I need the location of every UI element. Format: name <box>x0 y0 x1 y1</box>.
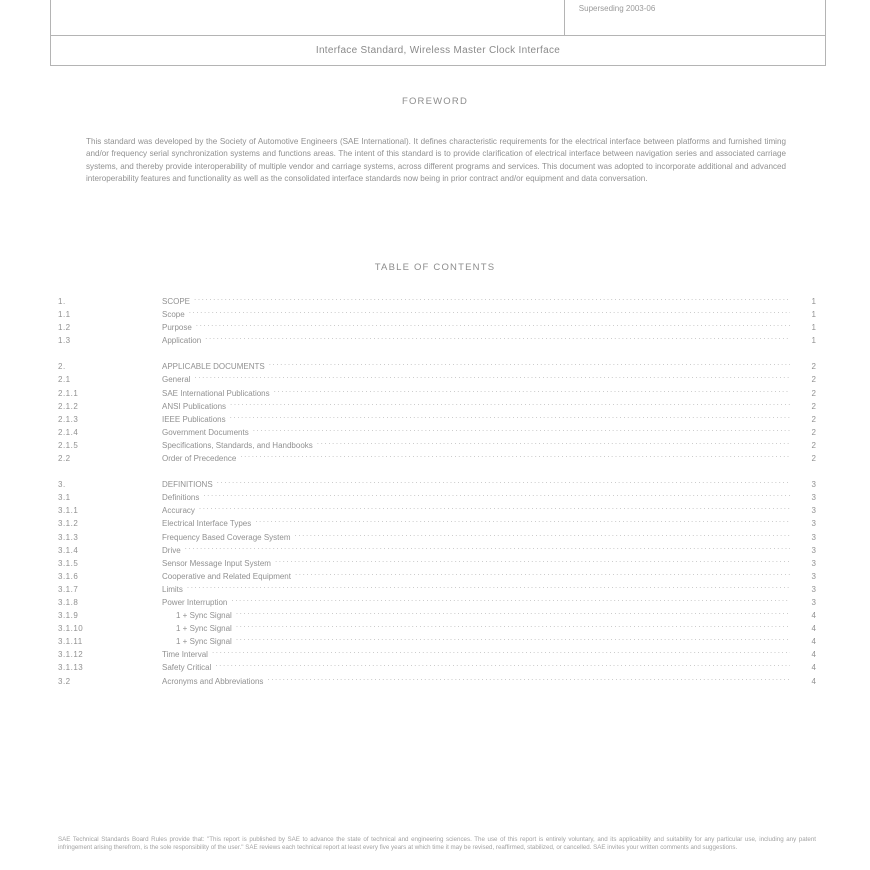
toc-entry-page: 1 <box>811 323 816 333</box>
toc-leader-dots <box>185 545 790 553</box>
document-title: Interface Standard, Wireless Master Clock Interface <box>51 36 826 66</box>
toc-entry[interactable] <box>58 505 816 518</box>
toc-entry-page: 4 <box>811 650 816 660</box>
toc-entry-number: 3.1.4 <box>58 545 79 555</box>
toc-entry-label: Time Interval <box>162 650 208 660</box>
toc-entry-page: 3 <box>811 571 816 581</box>
toc-entry-number: 2.1.5 <box>58 440 79 450</box>
toc-entry[interactable] <box>58 610 816 623</box>
toc-leader-dots <box>194 374 790 382</box>
toc-entry-page: 4 <box>811 637 816 647</box>
header-right-cell <box>564 0 825 36</box>
toc-entry[interactable] <box>58 401 816 414</box>
toc-entry[interactable] <box>58 623 816 636</box>
toc-entry-page: 4 <box>811 624 816 634</box>
toc-entry-number: 3.1.3 <box>58 532 79 542</box>
foreword-heading: FOREWORD <box>401 96 469 107</box>
toc-entry[interactable] <box>58 322 816 335</box>
toc-entry-page: 3 <box>811 532 816 542</box>
toc-entry-label: Government Documents <box>162 427 249 437</box>
toc-leader-dots <box>212 649 790 657</box>
toc-entry-number: 2.1 <box>58 375 71 385</box>
toc-leader-dots <box>199 505 790 513</box>
toc-entry-number: 3.1.11 <box>58 637 83 647</box>
toc-heading: TABLE OF CONTENTS <box>374 262 496 273</box>
header-field-key-2: Superseding 2003-06 <box>578 4 656 13</box>
toc-entry-label: Drive <box>162 545 181 555</box>
toc-entry-number: 1.2 <box>58 323 71 333</box>
toc-leader-dots <box>253 427 790 435</box>
header-field-value-2 <box>707 0 819 24</box>
toc-entry[interactable] <box>58 597 816 610</box>
toc-entry-page: 3 <box>811 545 816 555</box>
toc-leader-dots <box>194 296 790 304</box>
toc-entry[interactable] <box>58 335 816 348</box>
toc-entry-number: 3.1.5 <box>58 558 79 568</box>
toc-entry-number: 3.1.12 <box>58 650 84 660</box>
toc-entry[interactable] <box>58 532 816 545</box>
header-left-cell <box>51 0 565 36</box>
toc-leader-dots <box>274 388 790 396</box>
toc-entry-page: 4 <box>811 611 816 621</box>
toc-entry-number: 3. <box>58 480 66 490</box>
toc-leader-dots <box>189 309 790 317</box>
toc-entry[interactable] <box>58 636 816 649</box>
toc-entry-number: 3.1.9 <box>58 611 79 621</box>
toc-entry-number: 1.3 <box>58 336 71 346</box>
toc-entry-label: Specifications, Standards, and Handbooks <box>162 440 313 450</box>
toc-leader-dots <box>267 676 790 684</box>
toc-entry[interactable] <box>58 440 816 453</box>
toc-entry-label: Definitions <box>162 493 200 503</box>
toc-entry[interactable] <box>58 584 816 597</box>
toc-entry-number: 3.1.7 <box>58 584 79 594</box>
toc-entry[interactable] <box>58 427 816 440</box>
toc-entry-label: Order of Precedence <box>162 454 237 464</box>
toc-entry-page: 2 <box>811 388 816 398</box>
toc-entry-page: 3 <box>811 519 816 529</box>
toc-entry-label: 1 + Sync Signal <box>176 624 232 634</box>
toc-leader-dots <box>231 597 790 605</box>
toc-entry-label: General <box>162 375 191 385</box>
toc-entry-page: 1 <box>811 336 816 346</box>
toc-entry-label: Scope <box>162 310 185 320</box>
foreword-paragraph: This standard was developed by the Society of Automotive Engineers (SAE International). It defines characteristic requirements for the electrical interface between platforms and furnished timing and/or frequency serial synchronization systems and functions areas. The intent of this standard is to provide clarification of electrical interface between navigation series and associated carriage systems, and thereby provide interoperability of multiple vendor and carriage systems, across different programs and services. This document was adopted to incorporate additional and advanced interoperability features and functionality as well as the consolidated interface standards now being in prior contract and/or equipment and data conversation. <box>86 137 786 184</box>
toc-leader-dots <box>317 440 790 448</box>
toc-entry[interactable] <box>58 296 816 309</box>
toc-entry-number: 3.1.1 <box>58 506 79 516</box>
toc-entry-page: 1 <box>811 297 816 306</box>
toc-entry-page: 1 <box>811 310 816 320</box>
toc-entry-label: Frequency Based Coverage System <box>162 532 291 542</box>
toc-entry-number: 2.1.2 <box>58 401 79 411</box>
toc-entry[interactable] <box>58 374 816 387</box>
toc-entry-label: DEFINITIONS <box>162 480 213 490</box>
toc-entry-page: 3 <box>811 558 816 568</box>
toc-entry-page: 2 <box>811 375 816 385</box>
toc-entry-page: 3 <box>811 480 816 490</box>
toc-entry[interactable] <box>58 676 816 689</box>
toc-entry[interactable] <box>58 479 816 492</box>
toc-leader-dots <box>240 453 790 461</box>
toc-leader-dots <box>217 479 790 487</box>
toc-entry[interactable] <box>58 414 816 427</box>
toc-leader-dots <box>236 610 790 618</box>
toc-entry-number: 2.1.3 <box>58 414 79 424</box>
toc-entry-label: IEEE Publications <box>162 414 226 424</box>
toc-entry-page: 2 <box>811 454 816 464</box>
toc-entry-label: Acronyms and Abbreviations <box>162 676 264 686</box>
toc-entry[interactable] <box>58 545 816 558</box>
toc-entry[interactable] <box>58 571 816 584</box>
toc-entry-label: Sensor Message Input System <box>162 558 271 568</box>
toc-leader-dots <box>230 401 790 409</box>
toc-entry-label: APPLICABLE DOCUMENTS <box>162 362 265 372</box>
toc-entry-number: 3.1.6 <box>58 571 79 581</box>
toc-entry-number: 3.1.13 <box>58 663 84 673</box>
toc-entry-label: Cooperative and Related Equipment <box>162 571 291 581</box>
toc-leader-dots <box>295 571 790 579</box>
document-header-table <box>50 0 826 66</box>
toc-entry-label: Electrical Interface Types <box>162 519 252 529</box>
toc-leader-dots <box>295 532 790 540</box>
toc-entry-label: Application <box>162 336 202 346</box>
toc-entry[interactable] <box>58 492 816 505</box>
toc-entry[interactable] <box>58 388 816 401</box>
toc-entry-page: 2 <box>811 401 816 411</box>
toc-entry-label: 1 + Sync Signal <box>176 637 232 647</box>
toc-entry-label: Purpose <box>162 323 192 333</box>
toc-entry-number: 2.1.4 <box>58 427 79 437</box>
toc-entry-number: 3.1 <box>58 493 71 503</box>
toc-entry-number: 3.1.8 <box>58 597 79 607</box>
toc-entry-number: 2. <box>58 362 66 372</box>
toc-entry-label: SCOPE <box>162 297 191 306</box>
toc-leader-dots <box>215 662 790 670</box>
toc-leader-dots <box>205 335 790 343</box>
toc-entry-page: 2 <box>811 362 816 372</box>
toc-entry-page: 2 <box>811 427 816 437</box>
toc-leader-dots <box>255 518 790 526</box>
toc-entry-label: Safety Critical <box>162 663 212 673</box>
toc-entry-number: 3.1.2 <box>58 519 79 529</box>
toc-entry[interactable] <box>58 649 816 662</box>
toc-entry-number: 3.1.10 <box>58 624 84 634</box>
toc-entry-page: 4 <box>811 676 816 686</box>
toc-leader-dots <box>230 414 790 422</box>
toc-entry-page: 3 <box>811 584 816 594</box>
toc-entry-label: Accuracy <box>162 506 195 516</box>
toc-entry-page: 2 <box>811 414 816 424</box>
toc-entry-number: 2.2 <box>58 454 71 464</box>
toc-leader-dots <box>236 636 790 644</box>
toc-leader-dots <box>236 623 790 631</box>
toc-entry-label: 1 + Sync Signal <box>176 611 232 621</box>
toc-leader-dots <box>203 492 790 500</box>
toc-entry-number: 3.2 <box>58 676 71 686</box>
toc-leader-dots <box>187 584 790 592</box>
toc-leader-dots <box>196 322 790 330</box>
toc-entry[interactable] <box>58 558 816 571</box>
toc-entry[interactable] <box>58 361 816 374</box>
toc-leader-dots <box>275 558 790 566</box>
toc-entry-page: 3 <box>811 493 816 503</box>
toc-entry[interactable] <box>58 453 816 466</box>
toc-entry[interactable] <box>58 518 816 531</box>
toc-entry-label: ANSI Publications <box>162 401 227 411</box>
toc-entry-page: 3 <box>811 597 816 607</box>
toc-entry-label: Power Interruption <box>162 597 228 607</box>
toc-entry-page: 2 <box>811 440 816 450</box>
footnote-text: SAE Technical Standards Board Rules provide that: "This report is published by SAE to advance the state of technical and engineering sciences. The use of this report is entirely voluntary, and its applicability and suitability for any particular use, including any patent infringement arising therefrom, is the sole responsibility of the user." SAE reviews each technical report at least every five years at which time it may be revised, reaffirmed, stabilized, or cancelled. SAE invites your written comments and suggestions. <box>58 836 816 852</box>
toc-entry-label: Limits <box>162 584 183 594</box>
toc-entry[interactable] <box>58 662 816 675</box>
toc-entry-label: SAE International Publications <box>162 388 270 398</box>
toc-leader-dots <box>269 361 790 369</box>
toc-entry[interactable] <box>58 309 816 322</box>
toc-entry-page: 4 <box>811 663 816 673</box>
toc-entry-page: 3 <box>811 506 816 516</box>
table-of-contents <box>58 296 816 689</box>
toc-entry-number: 2.1.1 <box>58 388 79 398</box>
toc-entry-number: 1. <box>58 297 66 306</box>
toc-entry-number: 1.1 <box>58 310 71 320</box>
